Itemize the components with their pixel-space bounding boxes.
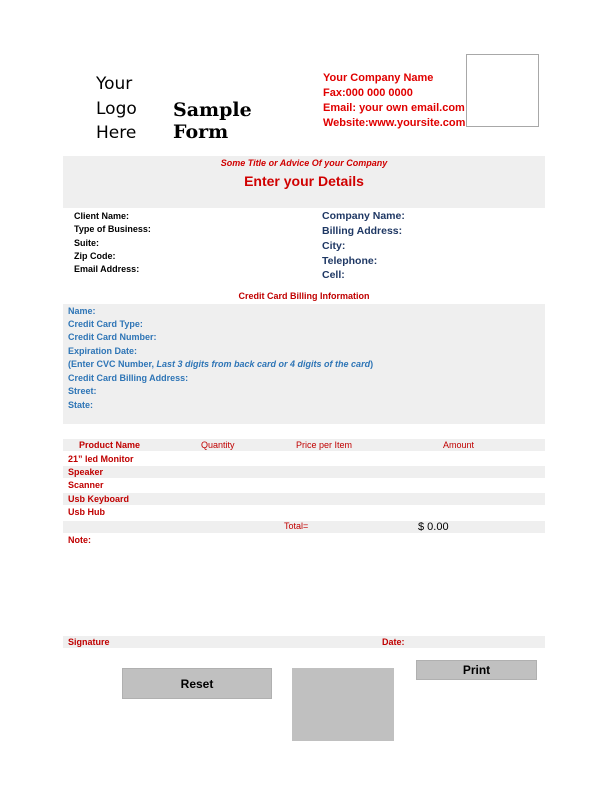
- header-price: Price per Item: [296, 440, 353, 450]
- total-value: $ 0.00: [418, 521, 449, 533]
- signature-field[interactable]: Signature: [68, 637, 110, 647]
- product-row[interactable]: Speaker: [68, 467, 104, 477]
- header-amount: Amount: [443, 440, 475, 450]
- total-label: Total=: [284, 521, 309, 531]
- header-product-name: Product Name: [79, 440, 141, 450]
- blank-button[interactable]: [292, 668, 394, 741]
- card-billing-address-field[interactable]: Credit Card Billing Address:: [68, 373, 189, 383]
- product-row[interactable]: Scanner: [68, 480, 104, 490]
- billing-address-field[interactable]: Billing Address:: [322, 225, 403, 237]
- product-row[interactable]: 21” led Monitor: [68, 454, 134, 464]
- street-field[interactable]: Street:: [68, 386, 97, 396]
- expiration-field[interactable]: Expiration Date:: [68, 346, 138, 356]
- company-name-field[interactable]: Company Name:: [322, 210, 405, 222]
- product-row[interactable]: Usb Hub: [68, 507, 105, 517]
- logo-line-3: Here: [96, 123, 137, 143]
- print-button[interactable]: Print: [416, 660, 537, 680]
- date-field[interactable]: Date:: [382, 637, 405, 647]
- company-website: Website:www.yoursite.com: [323, 117, 466, 129]
- billing-heading: Credit Card Billing Information: [238, 291, 370, 301]
- cvc-hint: Last 3 digits from back card or 4 digits of the card: [156, 359, 371, 369]
- card-type-field[interactable]: Credit Card Type:: [68, 319, 143, 329]
- header-quantity: Quantity: [201, 440, 235, 450]
- header-subtitle: Some Title or Advice Of your Company: [220, 158, 388, 168]
- company-fax: Fax:000 000 0000: [323, 87, 413, 99]
- form-title-line-1: Sample: [173, 99, 252, 121]
- note-field[interactable]: Note:: [68, 535, 91, 545]
- logo-line-2: Logo: [96, 99, 137, 119]
- cvc-open: (Enter CVC Number,: [68, 359, 157, 369]
- card-name-field[interactable]: Name:: [68, 306, 96, 316]
- client-name-field[interactable]: Client Name:: [74, 211, 130, 221]
- email-address-field[interactable]: Email Address:: [74, 264, 140, 274]
- zip-code-field[interactable]: Zip Code:: [74, 251, 116, 261]
- row-stripe: [63, 466, 545, 478]
- form-title-line-2: Form: [173, 121, 229, 143]
- logo-line-1: Your: [96, 74, 133, 94]
- row-stripe: [63, 493, 545, 505]
- cvc-field[interactable]: [68, 359, 373, 369]
- cell-field[interactable]: Cell:: [322, 269, 345, 281]
- header-title: Enter your Details: [244, 173, 364, 189]
- company-email: Email: your own email.com: [323, 102, 465, 114]
- city-field[interactable]: City:: [322, 240, 346, 252]
- cvc-close: ): [370, 359, 374, 369]
- card-number-field[interactable]: Credit Card Number:: [68, 332, 157, 342]
- signature-row: [63, 636, 545, 648]
- business-type-field[interactable]: Type of Business:: [74, 224, 151, 234]
- product-row[interactable]: Usb Keyboard: [68, 494, 130, 504]
- company-name: Your Company Name: [323, 72, 434, 84]
- photo-placeholder: [466, 54, 539, 127]
- suite-field[interactable]: Suite:: [74, 238, 100, 248]
- state-field[interactable]: State:: [68, 400, 94, 410]
- telephone-field[interactable]: Telephone:: [322, 255, 378, 267]
- reset-button[interactable]: Reset: [122, 668, 272, 699]
